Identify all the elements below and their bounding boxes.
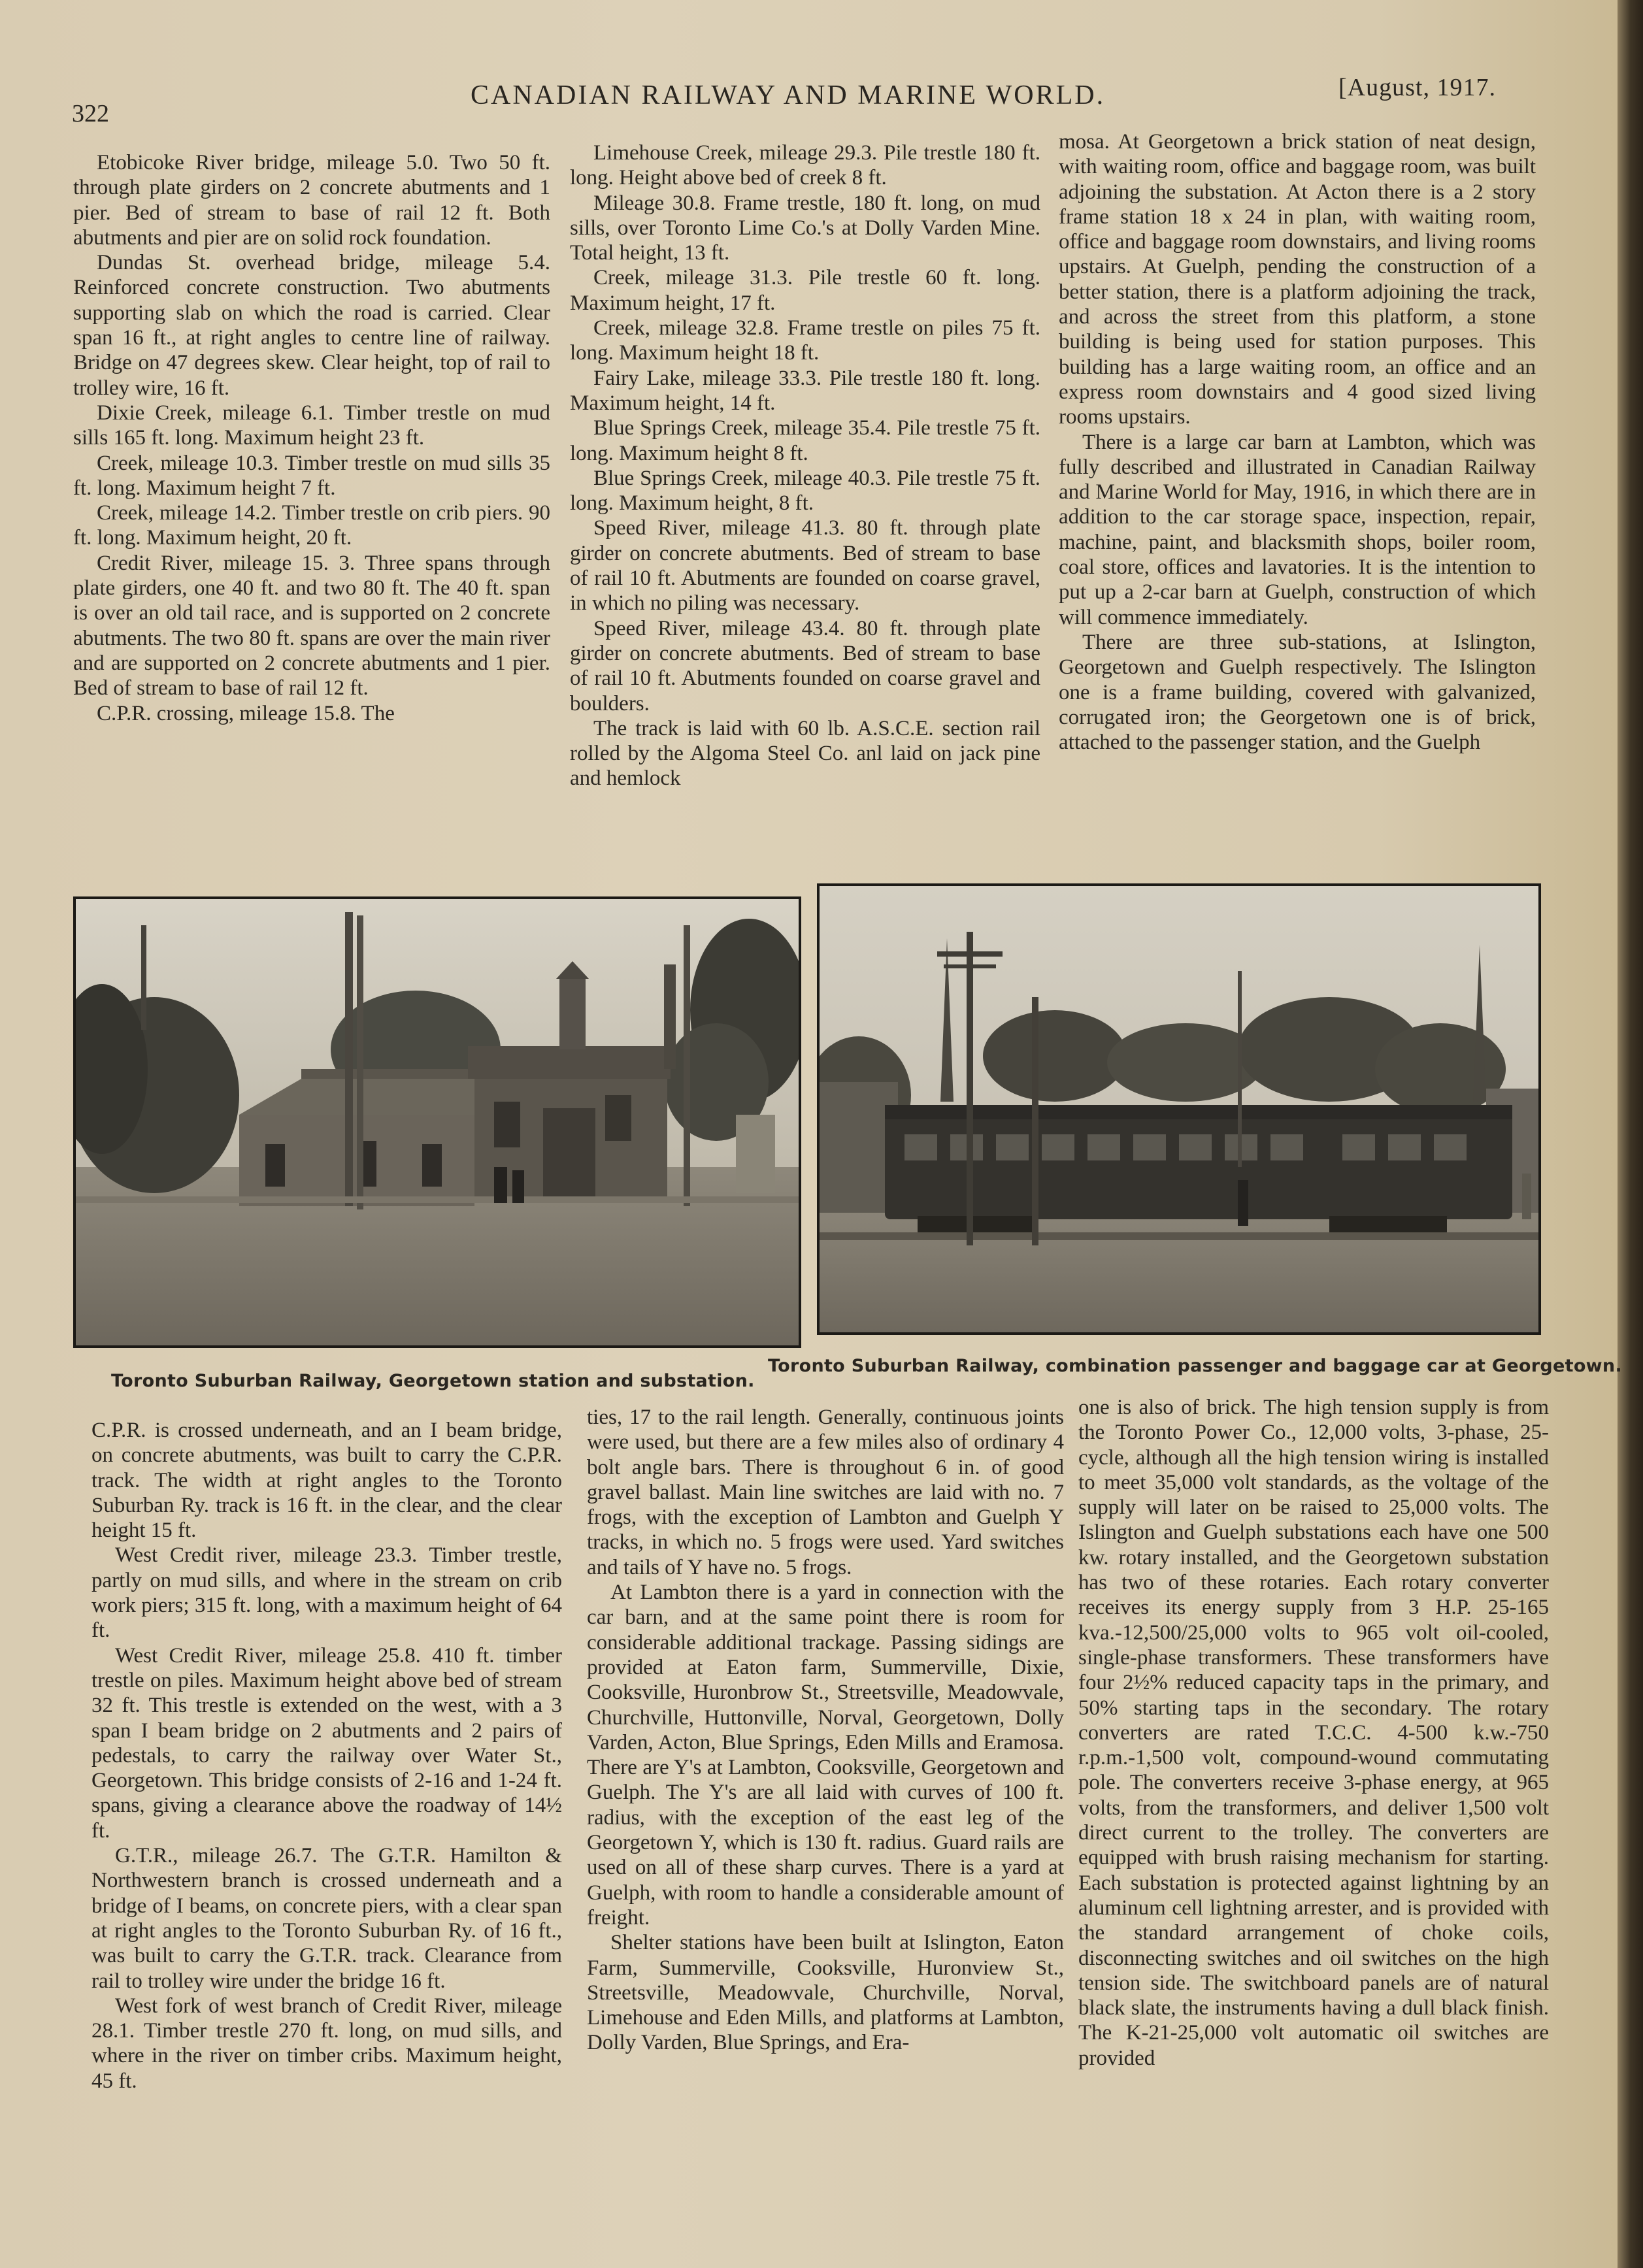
paragraph: Fairy Lake, mileage 33.3. Pile trestle 180 ft. long. Maximum height, 14 ft. (570, 366, 1040, 415)
text-column-3 (1059, 129, 1536, 755)
paragraph: C.P.R. crossing, mileage 15.8. The (97, 701, 395, 725)
paragraph: At Lambton there is a yard in connection with the car barn, and at the same point there is room for considerable additional trackage. Passing sidings are provided at Eaton farm, Summerville, Dixie, Cooksville, Huronbrow St., Streetsville, Meadowvale, Churchville, Huttonville, Norval, Georgetown, Dolly Varden, Acton, Blue Springs, Eden Mills and Eramosa. There are Y's at Lambton, Cooksville, Georgetown and Guelph. The Y's are all laid with curves of 100 ft. radius, with the exception of the east leg of the Georgetown Y, which is 130 ft. radius. Guard rails are used on all of these sharp curves. There is a yard at Guelph, with room to handle a considerable amount of freight. (587, 1581, 1064, 1930)
paragraph: Credit River, mileage 15. 3. Three spans through plate girders, one 40 ft. and two 80 ft. The 40 ft. span is over an old tail race, and is supported on 2 concrete abutments. The two 80 ft. spans are over the main river and are supported on 2 concrete abutments and 1 pier. Bed of stream to base of rail 12 ft. (73, 551, 550, 700)
paragraph: Creek, mileage 10.3. Timber trestle on mud sills 35 ft. long. Maximum height 7 ft. (73, 451, 550, 500)
paragraph: Speed River, mileage 43.4. 80 ft. through plate girder on concrete abutments. Bed of stream to base of rail 10 ft. Abutments founded on coarse gravel and boulders. (570, 616, 1040, 715)
georgetown-station-photo (73, 896, 801, 1348)
paragraph: Speed River, mileage 41.3. 80 ft. through plate girder on concrete abutments. Bed of stream to base of rail 10 ft. Abutments are founded on coarse gravel, in which no piling was necessary. (570, 516, 1040, 616)
page-header (72, 73, 1536, 125)
text-column-5 (587, 1405, 1064, 2056)
binding-gutter (1618, 0, 1643, 2268)
paragraph: ties, 17 to the rail length. Generally, continuous joints were used, but there are a few miles also of ordinary 4 bolt angle bars. There is throughout 6 in. of good gravel ballast. Main line switches are laid with no. 7 frogs, with the exception of Lambton and Guelph Y tracks, in which no. 5 frogs were used. Yard switches and tails of Y have no. 5 frogs. (587, 1405, 1064, 1579)
figure-caption-left: Toronto Suburban Railway, Georgetown station and substation. (111, 1371, 755, 1391)
passenger-baggage-car-photo (817, 883, 1541, 1335)
paragraph: Dundas St. overhead bridge, mileage 5.4. Reinforced concrete construction. Two abutments supporting slab on which the road is carried. Clear span 16 ft., at right angles to centre line of railway. Bridge on 47 degrees skew. Clear height, top of rail to trolley wire, 16 ft. (73, 251, 550, 400)
paragraph: Etobicoke River bridge, mileage 5.0. Two 50 ft. through plate girders on 2 concrete abutments and 1 pier. Bed of stream to base of rail 12 ft. Both abutments and pier are on solid rock foundation. (73, 151, 550, 250)
paragraph: West Credit river, mileage 23.3. Timber trestle, partly on mud sills, and where in the stream on crib work piers; 315 ft. long, with a maximum height of 64 ft. (91, 1543, 562, 1643)
paragraph: Blue Springs Creek, mileage 35.4. Pile trestle 75 ft. long. Maximum height 8 ft. (570, 416, 1040, 465)
paragraph: Creek, mileage 14.2. Timber trestle on crib piers. 90 ft. long. Maximum height, 20 ft. (73, 501, 550, 550)
text-column-2 (570, 140, 1040, 791)
text-column-4 (91, 1418, 562, 2094)
text-column-6 (1078, 1395, 1549, 2071)
paragraph: mosa. At Georgetown a brick station of neat design, with waiting room, office and baggage room, was built adjoining the substation. At Acton there is a 2 story frame station 18 x 24 in plan, with waiting room, office and baggage room downstairs, and living rooms upstairs. At Guelph, pending the construction of a better station, there is a platform adjoining the track, and across the street from this platform, a stone building is being used for station purposes. This building has a large waiting room, an office and an express room downstairs and 4 good sized living rooms upstairs. (1059, 130, 1536, 429)
paragraph: Creek, mileage 31.3. Pile trestle 60 ft. long. Maximum height, 17 ft. (570, 266, 1040, 315)
figure-caption-right: Toronto Suburban Railway, combination passenger and baggage car at Georgetown. (768, 1356, 1623, 1376)
paragraph: West Credit River, mileage 25.8. 410 ft. timber trestle on piles. Maximum height above bed of stream 32 ft. This trestle is extended on the west, with a 3 span I beam bridge on 2 abutments and 2 pairs of pedestals, to carry the railway over Water St., Georgetown. This bridge consists of 2-16 and 1-24 ft. spans, giving a clearance above the roadway of 14½ ft. (91, 1643, 562, 1843)
paragraph: G.T.R., mileage 26.7. The G.T.R. Hamilton & Northwestern branch is crossed underneath and a bridge of I beams, on concrete piers, with a clear span at right angles to the Toronto Suburban Ry. of 16 ft., was built to carry the G.T.R. track. Clearance from rail to trolley wire under the bridge 16 ft. (91, 1844, 562, 1993)
paragraph: There is a large car barn at Lambton, which was fully described and illustrated in Canadian Railway and Marine World for May, 1916, in which there are in addition to the car storage space, inspection, repair, machine, paint, and blacksmith shops, boiler room, coal store, offices and lavatories. It is the intention to put up a 2-car barn at Guelph, construction of which will commence immediately. (1059, 430, 1536, 629)
text-column-1 (73, 150, 550, 726)
issue-date: [August, 1917. (1338, 74, 1496, 101)
paragraph: Dixie Creek, mileage 6.1. Timber trestle on mud sills 165 ft. long. Maximum height 23 ft. (73, 401, 550, 450)
running-head: CANADIAN RAILWAY AND MARINE WORLD. (471, 80, 1106, 110)
paragraph: Limehouse Creek, mileage 29.3. Pile trestle 180 ft. long. Height above bed of creek 8 ft. (570, 141, 1040, 190)
paragraph: one is also of brick. The high tension supply is from the Toronto Power Co., 12,000 volts, 3-phase, 25-cycle, although all the high tension wiring is installed to meet 35,000 volt standards, as the voltage of the supply will later on be raised to 25,000 volts. The Islington and Guelph substations each have one 500 kw. rotary installed, and the Georgetown substation has two of these rotaries. Each rotary converter receives its energy supply from 3 H.P. 25-165 kva.-12,500/25,000 volts to 965 volt oil-cooled, single-phase transformers. These transformers have four 2½% reduced capacity taps in the primary, and 50% starting taps in the secondary. The rotary converters are rated T.C.C. 4-500 k.w.-750 r.p.m.-1,500 volt, compound-wound commutating pole. The converters receive 3-phase energy, at 965 volts, from the transformers, and deliver 1,500 volt direct current to the trolley. The converters are equipped with brush raising mechanism for starting. Each substation is protected against lightning by an aluminum cell lightning arrester, and is provided with the standard arrangement of choke coils, disconnecting switches and oil switches on the high tension side. The switchboard panels are of natural black slate, the instruments having a dull black finish. The K-21-25,000 volt automatic oil switches are provided (1078, 1396, 1549, 2070)
paragraph: There are three sub-stations, at Islington, Georgetown and Guelph respectively. The Islington one is a frame building, covered with galvanized, corrugated iron; the Georgetown one is of brick, attached to the passenger station, and the Guelph (1059, 630, 1536, 755)
paragraph: Shelter stations have been built at Islington, Eaton Farm, Summerville, Cooksville, Huronview St., Streetsville, Meadowvale, Churchville, Norval, Limehouse and Eden Mills, and platforms at Lambton, Dolly Varden, Blue Springs, and Era- (587, 1931, 1064, 2055)
paragraph: West fork of west branch of Credit River, mileage 28.1. Timber trestle 270 ft. long, on mud sills, and where in the river on timber cribs. Maximum height, 45 ft. (91, 1994, 562, 2093)
paragraph: Blue Springs Creek, mileage 40.3. Pile trestle 75 ft. long. Maximum height, 8 ft. (570, 466, 1040, 516)
paragraph: C.P.R. is crossed underneath, and an I beam bridge, on concrete abutments, was built to carry the C.P.R. track. The width at right angles to the Toronto Suburban Ry. track is 16 ft. in the clear, and the clear height 15 ft. (91, 1419, 562, 1543)
paragraph: The track is laid with 60 lb. A.S.C.E. section rail rolled by the Algoma Steel Co. anl laid on jack pine and hemlock (570, 716, 1040, 791)
paragraph: Creek, mileage 32.8. Frame trestle on piles 75 ft. long. Maximum height 18 ft. (570, 316, 1040, 365)
page-number: 322 (72, 100, 109, 127)
paragraph: Mileage 30.8. Frame trestle, 180 ft. long, on mud sills, over Toronto Lime Co.'s at Dolly Varden Mine. Total height, 13 ft. (570, 191, 1040, 265)
